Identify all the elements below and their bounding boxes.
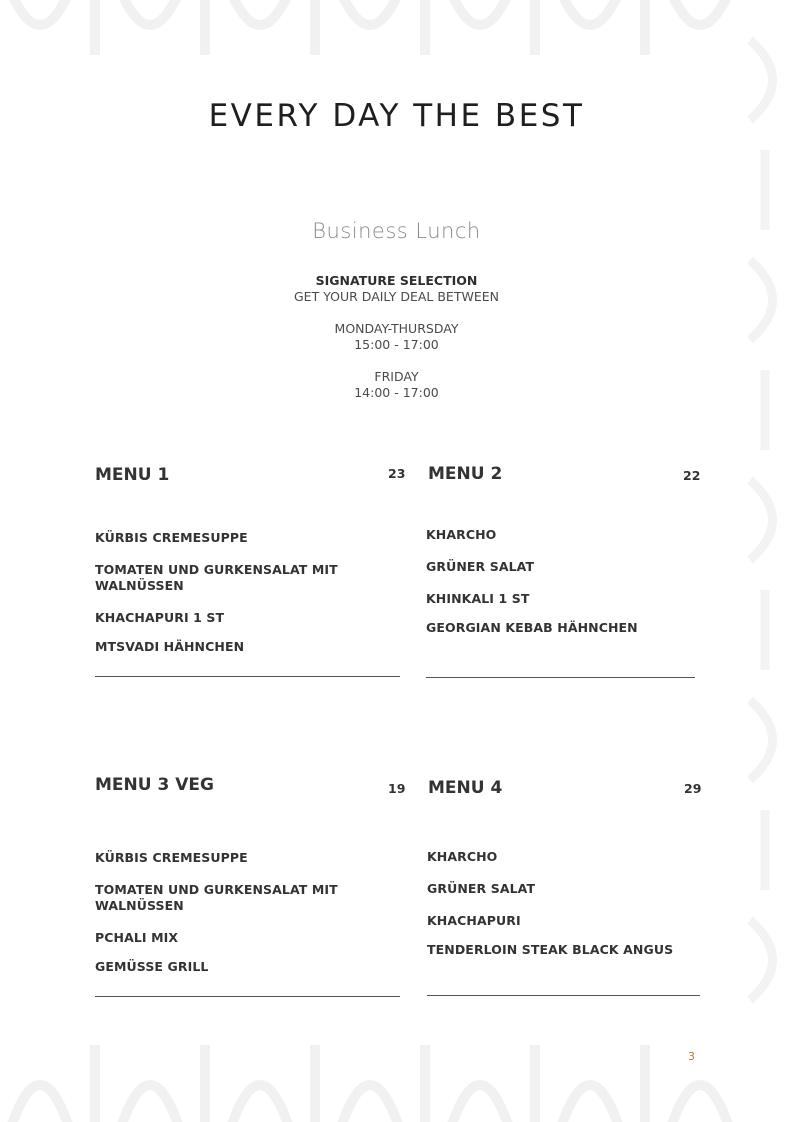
menu-3-item: KÜRBIS CREMESUPPE <box>95 850 248 865</box>
lunch-info <box>0 273 793 401</box>
menu-1-item: KHACHAPURI 1 ST <box>95 610 225 625</box>
friday-hours: 14:00 - 17:00 <box>354 385 439 400</box>
decorative-pattern-top <box>0 0 793 60</box>
menu-2-item: GRÜNER SALAT <box>426 559 535 574</box>
menu-4-divider <box>427 995 700 996</box>
menu-3-item: TOMATEN UND GURKENSALAT MIT WALNÜSSEN <box>95 882 338 913</box>
page-number: 3 <box>688 1050 695 1063</box>
weekday-range: MONDAY-THURSDAY <box>334 321 459 336</box>
menu-2-item: GEORGIAN KEBAB HÄHNCHEN <box>426 620 638 635</box>
menu-1-divider <box>95 676 400 677</box>
decorative-pattern-bottom <box>0 1030 793 1122</box>
menu-2-item: KHARCHO <box>426 527 497 542</box>
menu-4-price: 29 <box>684 781 702 796</box>
menu-1-price: 23 <box>388 466 406 481</box>
page-title: EVERY DAY THE BEST <box>208 98 585 134</box>
menu-3-item: PCHALI MIX <box>95 930 179 945</box>
menu-3-item: GEMÜSSE GRILL <box>95 959 209 974</box>
menu-4-item: TENDERLOIN STEAK BLACK ANGUS <box>427 942 674 957</box>
friday-label: FRIDAY <box>374 369 419 384</box>
menu-1-item: KÜRBIS CREMESUPPE <box>95 530 248 545</box>
menu-1-item: MTSVADI HÄHNCHEN <box>95 639 245 654</box>
menu-3-divider <box>95 996 400 997</box>
menu-2-divider <box>426 677 695 678</box>
menu-3-title: MENU 3 VEG <box>95 775 214 795</box>
menu-4-item: GRÜNER SALAT <box>427 881 536 896</box>
daily-deal-label: GET YOUR DAILY DEAL BETWEEN <box>294 289 499 304</box>
menu-3-price: 19 <box>388 781 406 796</box>
menu-1-title: MENU 1 <box>95 465 170 485</box>
menu-2-title: MENU 2 <box>428 464 503 484</box>
page-subtitle: Business Lunch <box>312 219 481 243</box>
menu-4-item: KHACHAPURI <box>427 913 521 928</box>
decorative-pattern-right <box>735 0 793 1122</box>
menu-4-title: MENU 4 <box>428 778 503 798</box>
menu-1-item: TOMATEN UND GURKENSALAT MIT WALNÜSSEN <box>95 562 338 593</box>
menu-2-item: KHINKALI 1 ST <box>426 591 530 606</box>
menu-2-price: 22 <box>683 468 701 483</box>
menu-4-item: KHARCHO <box>427 849 498 864</box>
signature-selection-label: SIGNATURE SELECTION <box>315 273 478 288</box>
weekday-hours: 15:00 - 17:00 <box>354 337 439 352</box>
